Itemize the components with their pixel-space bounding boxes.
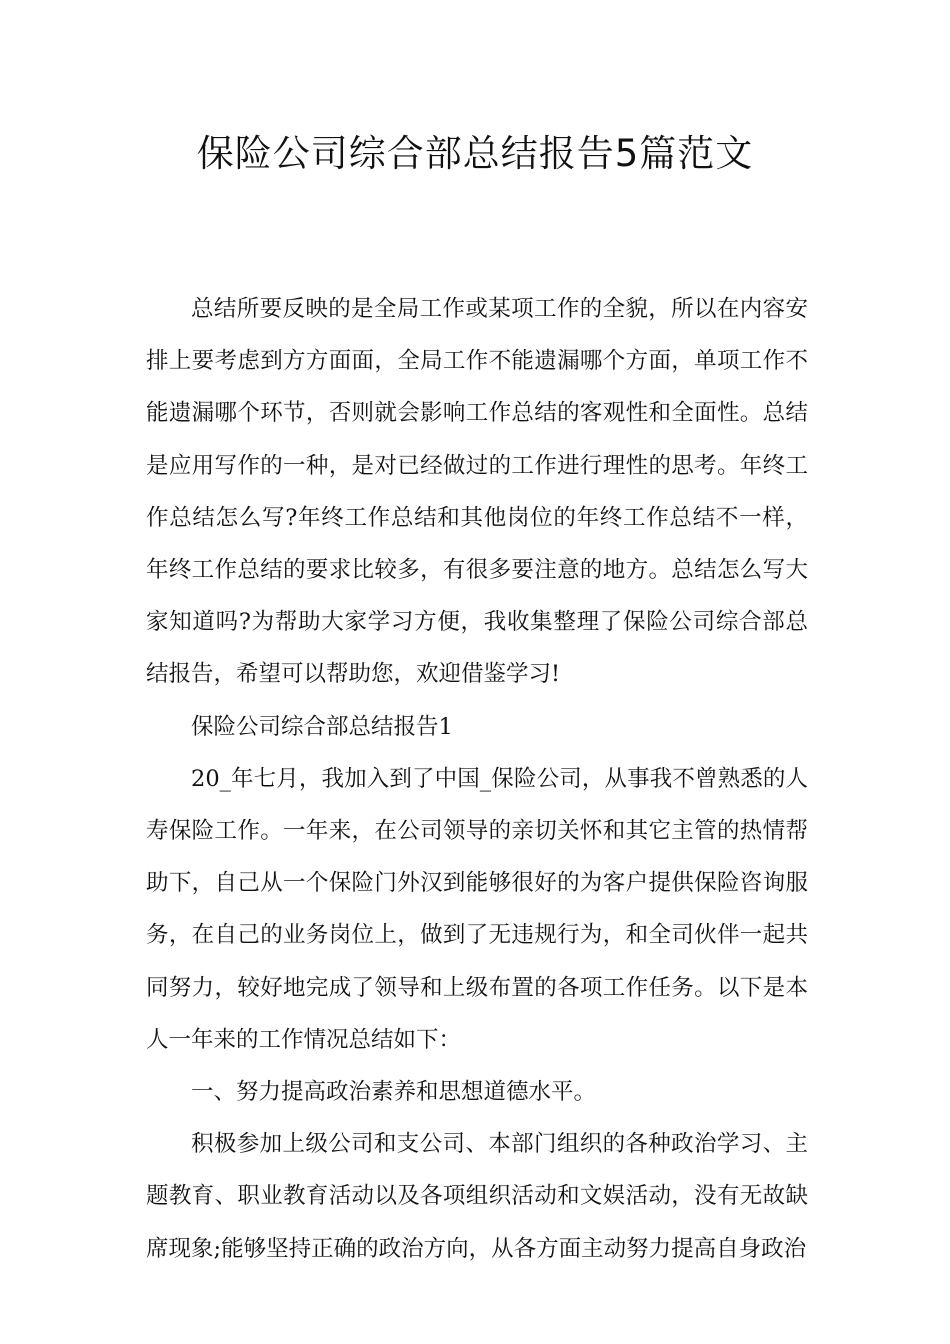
document-title: 保险公司综合部总结报告5篇范文	[196, 132, 754, 175]
intro-paragraph: 总结所要反映的是全局工作或某项工作的全貌，所以在内容安排上要考虑到方方面面，全局工作不能遗漏哪个方面，单项工作不能遗漏哪个环节，否则就会影响工作总结的客观性和全面性。总结是应用写作的一种，是对已经做过的工作进行理性的思考。年终工作总结怎么写?年终工作总结和其他岗位的年终工作总结不一样，年终工作总结的要求比较多，有很多要注意的地方。总结怎么写大家知道吗?为帮助大家学习方便，我收集整理了保险公司综合部总结报告，希望可以帮助您，欢迎借鉴学习!	[146, 296, 808, 688]
report-1-paragraph: 20_年七月，我加入到了中国_保险公司，从事我不曾熟悉的人寿保险工作。一年来，在公司领导的亲切关怀和其它主管的热情帮助下，自己从一个保险门外汉到能够很好的为客户提供保险咨询服务，在自己的业务岗位上，做到了无违规行为，和全司伙伴一起共同努力，较好地完成了领导和上级布置的各项工作任务。以下是本人一年来的工作情况总结如下：	[146, 765, 808, 1053]
section-heading-1: 一、努力提高政治素养和思想道德水平。	[191, 1079, 597, 1106]
document-body	[146, 283, 808, 1275]
section-1-paragraph: 积极参加上级公司和支公司、本部门组织的各种政治学习、主题教育、职业教育活动以及各项组织活动和文娱活动，没有无故缺席现象;能够坚持正确的政治方向，从各方面主动努力提高自身政治	[146, 1131, 808, 1262]
report-heading-1: 保险公司综合部总结报告1	[191, 713, 453, 740]
